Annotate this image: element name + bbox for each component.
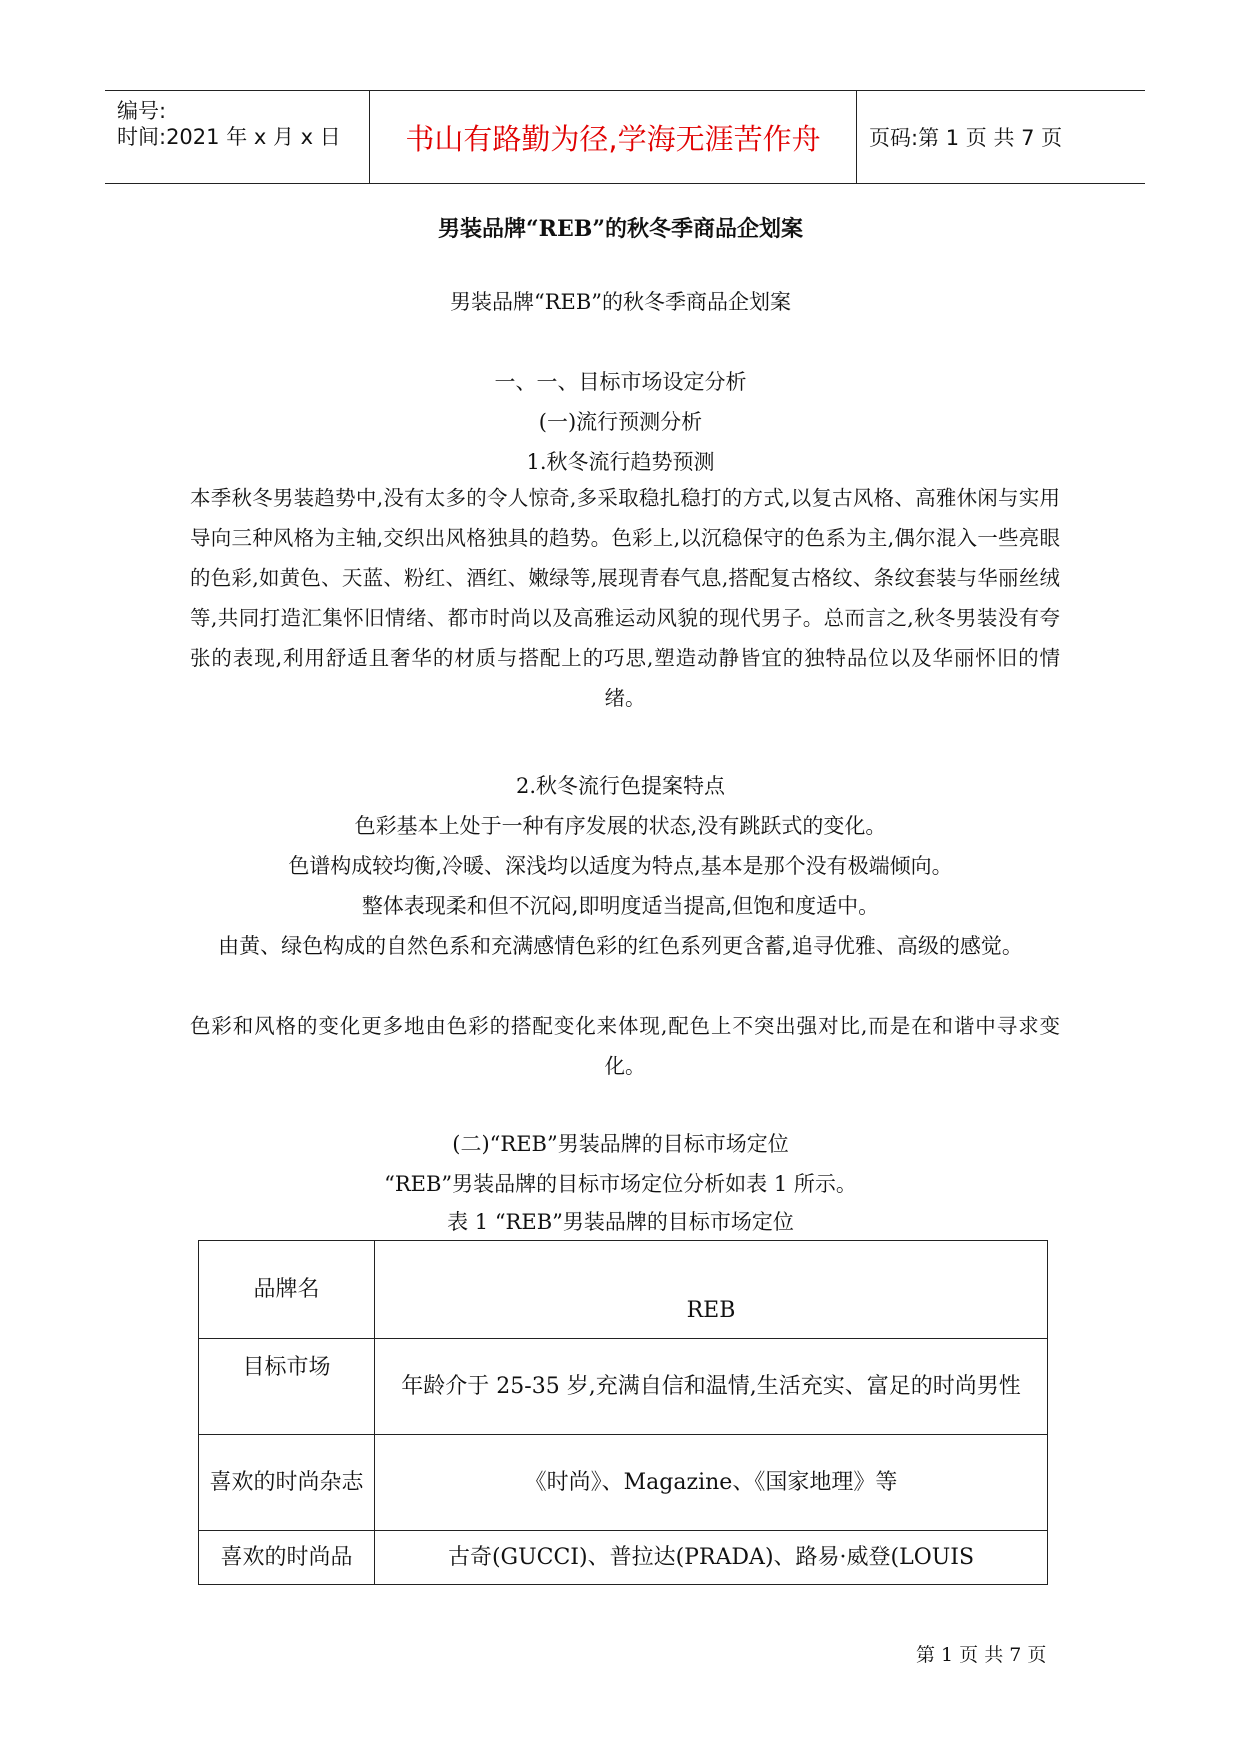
time-label: 时间:2021 年 x 月 x 日 <box>117 125 341 149</box>
table-row <box>199 1339 1048 1435</box>
table-row <box>199 1435 1048 1531</box>
item-heading: 1.秋冬流行趋势预测 <box>526 450 715 474</box>
table-value: 年龄介于 25-35 岁,充满自信和温情,生活充实、富足的时尚男性 <box>375 1339 1048 1435</box>
page-header <box>105 90 1145 184</box>
page-label: 页码:第 1 页 共 7 页 <box>869 126 1063 150</box>
color-line: 整体表现柔和但不沉闷,即明度适当提高,但饱和度适中。 <box>361 894 880 918</box>
page-footer: 第 1 页 共 7 页 <box>916 1644 1047 1666</box>
color-line: 色彩基本上处于一种有序发展的状态,没有跳跃式的变化。 <box>354 814 887 838</box>
table-key: 目标市场 <box>199 1339 375 1435</box>
doc-subtitle: 男装品牌“REB”的秋冬季商品企划案 <box>449 290 792 314</box>
color-paragraph: 色彩和风格的变化更多地由色彩的搭配变化来体现,配色上不突出强对比,而是在和谐中寻求变化。 <box>190 1014 1060 1078</box>
subsection-heading: (一)流行预测分析 <box>538 410 703 434</box>
section-heading: 一、一、目标市场设定分析 <box>494 370 747 394</box>
header-page <box>857 91 1145 183</box>
table-row <box>199 1531 1048 1585</box>
positioning-table <box>198 1240 1048 1585</box>
trend-paragraph: 本季秋冬男装趋势中,没有太多的令人惊奇,多采取稳扎稳打的方式,以复古风格、高雅休闲与实用导向三种风格为主轴,交织出风格独具的趋势。色彩上,以沉稳保守的色系为主,偶尔混入一些亮眼的色彩,如黄色、天蓝、粉红、酒红、嫩绿等,展现青春气息,搭配复古格纹、条纹套装与华丽丝绒等,共同打造汇集怀旧情绪、都市时尚以及高雅运动风貌的现代男子。总而言之,秋冬男装没有夸张的表现,利用舒适且奢华的材质与搭配上的巧思,塑造动静皆宜的独特品位以及华丽怀旧的情绪。 <box>190 486 1060 710</box>
table-row <box>199 1241 1048 1339</box>
table-value: 《时尚》、Magazine、《国家地理》等 <box>375 1435 1048 1531</box>
table-intro: “REB”男装品牌的目标市场定位分析如表 1 所示。 <box>384 1172 857 1196</box>
color-line: 色谱构成较均衡,冷暖、深浅均以适度为特点,基本是那个没有极端倾向。 <box>288 854 953 878</box>
table-key: 喜欢的时尚杂志 <box>199 1435 375 1531</box>
subsection-heading: (二)“REB”男装品牌的目标市场定位 <box>452 1132 789 1156</box>
table-caption: 表 1 “REB”男装品牌的目标市场定位 <box>447 1210 794 1234</box>
doc-title: 男装品牌“REB”的秋冬季商品企划案 <box>438 216 803 242</box>
color-line: 由黄、绿色构成的自然色系和充满感情色彩的红色系列更含蓄,追寻优雅、高级的感觉。 <box>218 934 1023 958</box>
table-value: REB <box>375 1241 1048 1339</box>
table-value: 古奇(GUCCI)、普拉达(PRADA)、路易·威登(LOUIS <box>375 1531 1048 1585</box>
item-heading: 2.秋冬流行色提案特点 <box>515 774 726 798</box>
number-label: 编号: <box>117 99 167 123</box>
header-meta <box>105 91 369 183</box>
header-motto: 书山有路勤为径,学海无涯苦作舟 <box>369 91 857 183</box>
table-key: 喜欢的时尚品 <box>199 1531 375 1585</box>
table-key: 品牌名 <box>199 1241 375 1339</box>
